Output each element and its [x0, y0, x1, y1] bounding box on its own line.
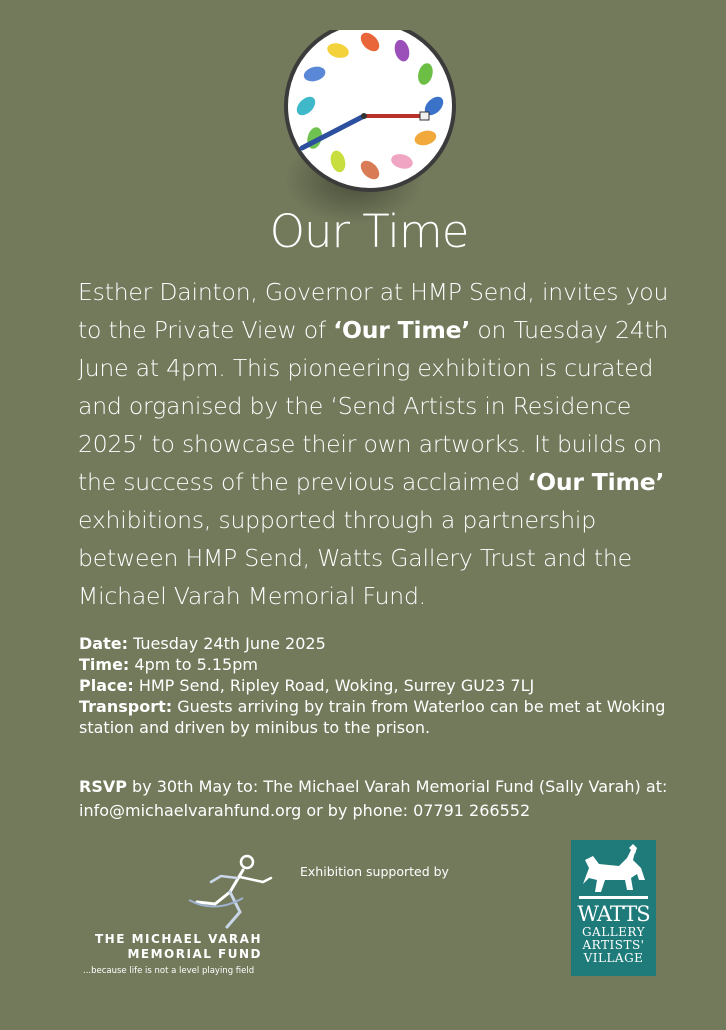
- intro-part-3: exhibitions, supported through a partnership between HMP Send, Watts Gallery Trust and the Michael Varah Memorial Fund.: [78, 506, 632, 610]
- rsvp-value: by 30th May to: The Michael Varah Memorial Fund (Sally Varah) at: info@michaelvarahfund.org or by phone: 07791 266552: [79, 777, 668, 820]
- running-figure-icon: [185, 852, 275, 932]
- intro-bold-2: ‘Our Time’: [527, 468, 665, 496]
- mvmf-name: [80, 932, 262, 962]
- place-value: HMP Send, Ripley Road, Woking, Surrey GU23 7LJ: [133, 676, 535, 695]
- clock-illustration: [272, 30, 472, 230]
- clock-svg: [272, 30, 472, 230]
- place-label: Place:: [79, 676, 134, 695]
- time-label: Time:: [79, 655, 130, 674]
- mvmf-logo: [80, 852, 280, 982]
- mvmf-name-line1: THE MICHAEL VARAH: [95, 932, 262, 946]
- rsvp-label: RSVP: [79, 777, 127, 796]
- intro-part-1: Esther Dainton, Governor at HMP Send, invites you to the Private View of: [78, 278, 669, 344]
- intro-bold-1: ‘Our Time’: [333, 316, 471, 344]
- brush-ferrule: [420, 112, 429, 120]
- date-label: Date:: [79, 634, 128, 653]
- horse-rider-icon: [575, 844, 652, 902]
- rsvp-text: [79, 775, 699, 823]
- mvmf-name-line2: MEMORIAL FUND: [127, 947, 262, 961]
- date-value: Tuesday 24th June 2025: [127, 634, 326, 653]
- event-details: [79, 633, 699, 738]
- time-value: 4pm to 5.15pm: [129, 655, 258, 674]
- supported-by-text: Exhibition supported by: [300, 864, 449, 879]
- watts-line3: ARTISTS': [582, 938, 645, 952]
- invitation-text: [78, 273, 698, 615]
- watts-line2: GALLERY: [581, 925, 646, 939]
- watts-name: WATTS: [577, 902, 650, 926]
- transport-line: [79, 696, 699, 738]
- date-line: [79, 633, 699, 654]
- watts-subtitle: [571, 926, 656, 965]
- intro-part-2: on Tuesday 24th June at 4pm. This pioneering exhibition is curated and organised by the ‘Send Artists in Residence 2025’ to showcase their own artworks. It builds on the success of the previous acclaimed: [78, 316, 669, 496]
- watts-logo: [571, 840, 656, 976]
- transport-label: Transport:: [79, 697, 173, 716]
- time-line: [79, 654, 699, 675]
- transport-value: Guests arriving by train from Waterloo can be met at Woking station and driven by minibus to the prison.: [79, 697, 666, 737]
- page-title: Our Time: [269, 205, 469, 258]
- watts-line4: VILLAGE: [583, 951, 644, 965]
- clock-center: [361, 113, 367, 119]
- place-line: [79, 675, 699, 696]
- mvmf-tagline: ...because life is not a level playing field: [83, 966, 255, 976]
